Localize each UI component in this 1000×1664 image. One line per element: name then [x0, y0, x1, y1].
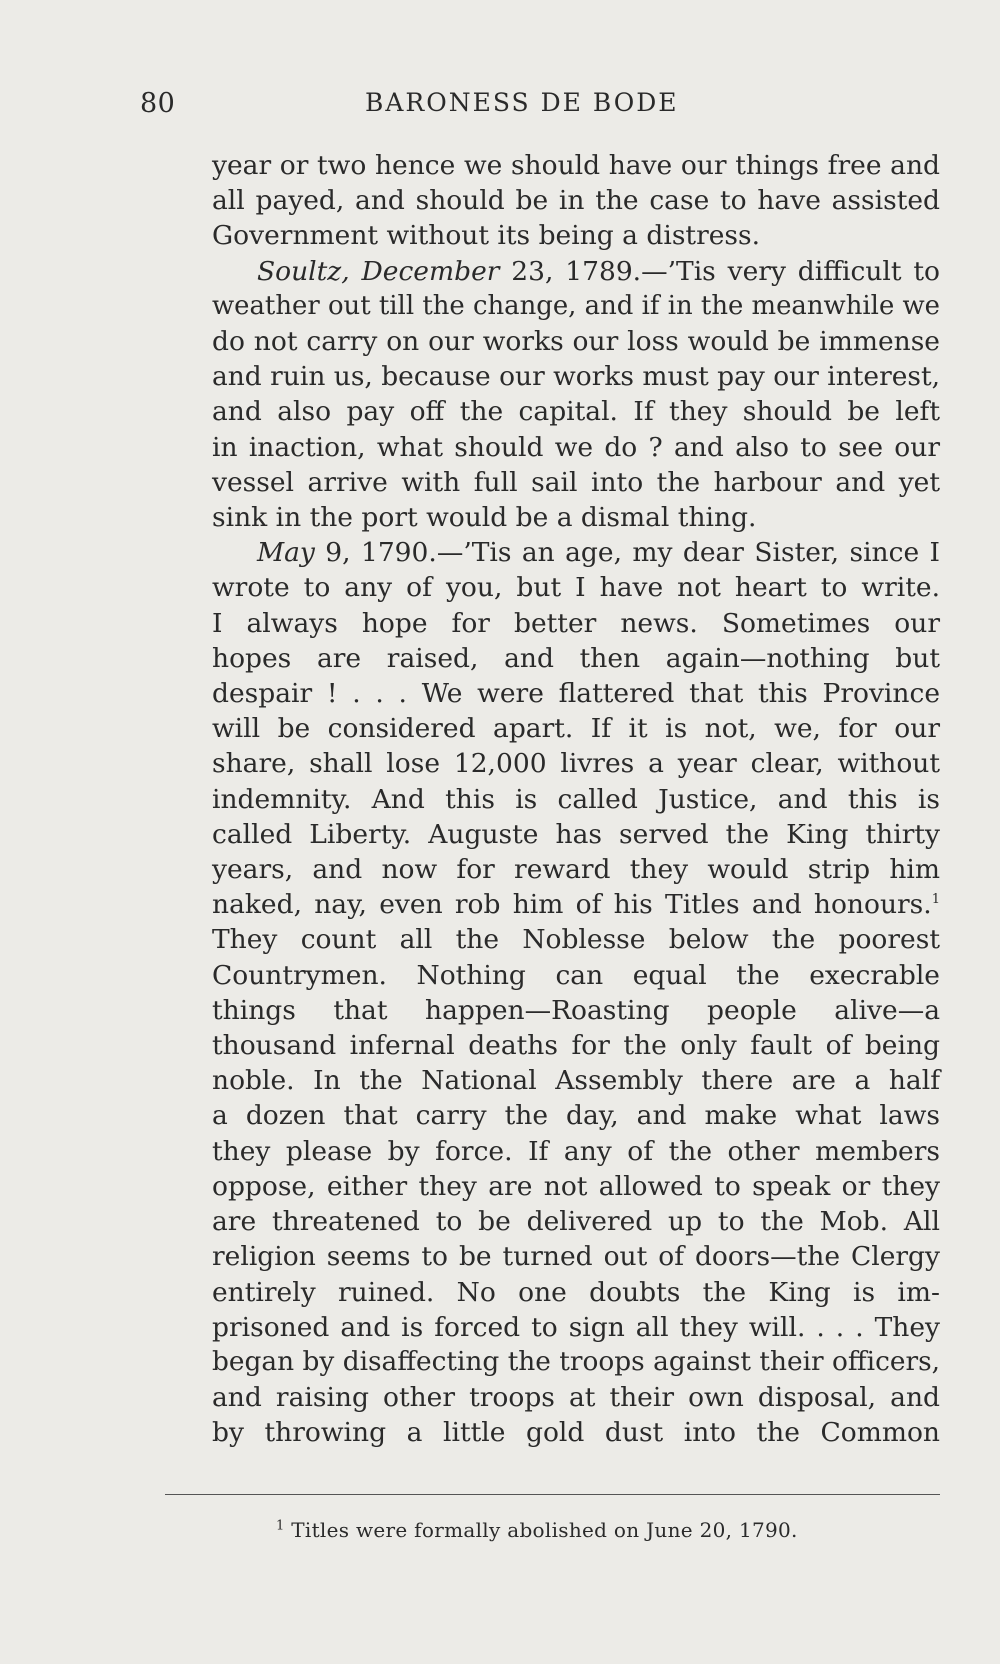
text-line: share, shall lose 12,000 livres a year clear, without	[212, 748, 940, 780]
text-line: do not carry on our works our loss would be immense	[212, 326, 940, 358]
text-line: began by disaffecting the troops against their officers,	[212, 1346, 940, 1377]
text-line: and also pay off the capital. If they should be left	[212, 396, 940, 428]
footnote-text: Titles were formally abolished on June 20, 1790.	[291, 1518, 798, 1542]
paragraph-3	[212, 535, 940, 1450]
text-line: noble. In the National Assembly there are a half	[212, 1065, 940, 1097]
text-line: oppose, either they are not allowed to speak or they	[212, 1170, 940, 1202]
paragraph-2	[212, 254, 940, 536]
footnote-reference: 1	[931, 892, 940, 908]
text-line: weather out till the change, and if in the meanwhile we	[212, 290, 940, 321]
text-line: despair ! . . . We were flattered that this Province	[212, 678, 940, 710]
text-line: indemnity. And this is called Justice, and this is	[212, 783, 940, 815]
text-line: are threatened to be delivered up to the Mob. All	[212, 1206, 940, 1238]
text-line: Countrymen. Nothing can equal the execrable	[212, 959, 940, 991]
paragraph-1	[212, 148, 940, 254]
text-line: by throwing a little gold dust into the Common	[212, 1417, 940, 1449]
text-line: vessel arrive with full sail into the harbour and yet	[212, 466, 940, 498]
text-line: hopes are raised, and then again—nothing but	[212, 642, 940, 674]
text-line: will be considered apart. If it is not, we, for our	[212, 713, 940, 745]
text-line: all payed, and should be in the case to have assisted	[212, 185, 940, 217]
text-line-rest: 23, 1789.—’Tis very difficult to	[499, 255, 940, 287]
text-line: They count all the Noblesse below the poorest	[212, 924, 940, 956]
text-line: sink in the port would be a dismal thing.	[212, 502, 757, 534]
text-line-first	[212, 535, 940, 570]
text-line: I always hope for better news. Sometimes our	[212, 607, 940, 639]
text-line: a dozen that carry the day, and make what laws	[212, 1100, 940, 1132]
text-line-first	[212, 254, 940, 289]
text-line: Government without its being a distress.	[212, 220, 761, 252]
text-line: thousand infernal deaths for the only fault of being	[212, 1030, 940, 1062]
text-line: in inaction, what should we do ? and also to see our	[212, 431, 940, 463]
text-line: religion seems to be turned out of doors—the Clergy	[212, 1241, 940, 1273]
letter-date: May	[257, 537, 315, 569]
text-line: wrote to any of you, but I have not heart to write.	[212, 572, 940, 604]
page-header	[140, 88, 940, 128]
text-line: entirely ruined. No one doubts the King is im-	[212, 1276, 940, 1308]
text-line: and raising other troops at their own disposal, and	[212, 1382, 940, 1414]
text-line: prisoned and is forced to sign all they will. . . . They	[212, 1311, 940, 1343]
footnote-marker: 1	[276, 1518, 285, 1534]
page-number: 80	[140, 88, 176, 119]
text-line-rest: 9, 1790.—’Tis an age, my dear Sister, since I	[314, 537, 940, 569]
text-line: years, and now for reward they would strip him	[212, 854, 940, 886]
text-line: and ruin us, because our works must pay our interest,	[212, 361, 940, 393]
text-line-content: naked, nay, even rob him of his Titles and honours.	[212, 889, 932, 921]
footnote-divider	[165, 1494, 940, 1495]
text-line: things that happen—Roasting people alive—a	[212, 994, 940, 1026]
running-title: BARONESS DE BODE	[365, 88, 679, 117]
body-text	[212, 148, 940, 1451]
text-line: they please by force. If any of the other members	[212, 1135, 940, 1167]
letter-date: Soultz, December	[257, 255, 500, 287]
footnote	[276, 1518, 798, 1542]
text-line: called Liberty. Auguste has served the King thirty	[212, 818, 940, 850]
text-line: year or two hence we should have our things free and	[212, 150, 940, 181]
text-line-with-footnote	[212, 887, 940, 922]
